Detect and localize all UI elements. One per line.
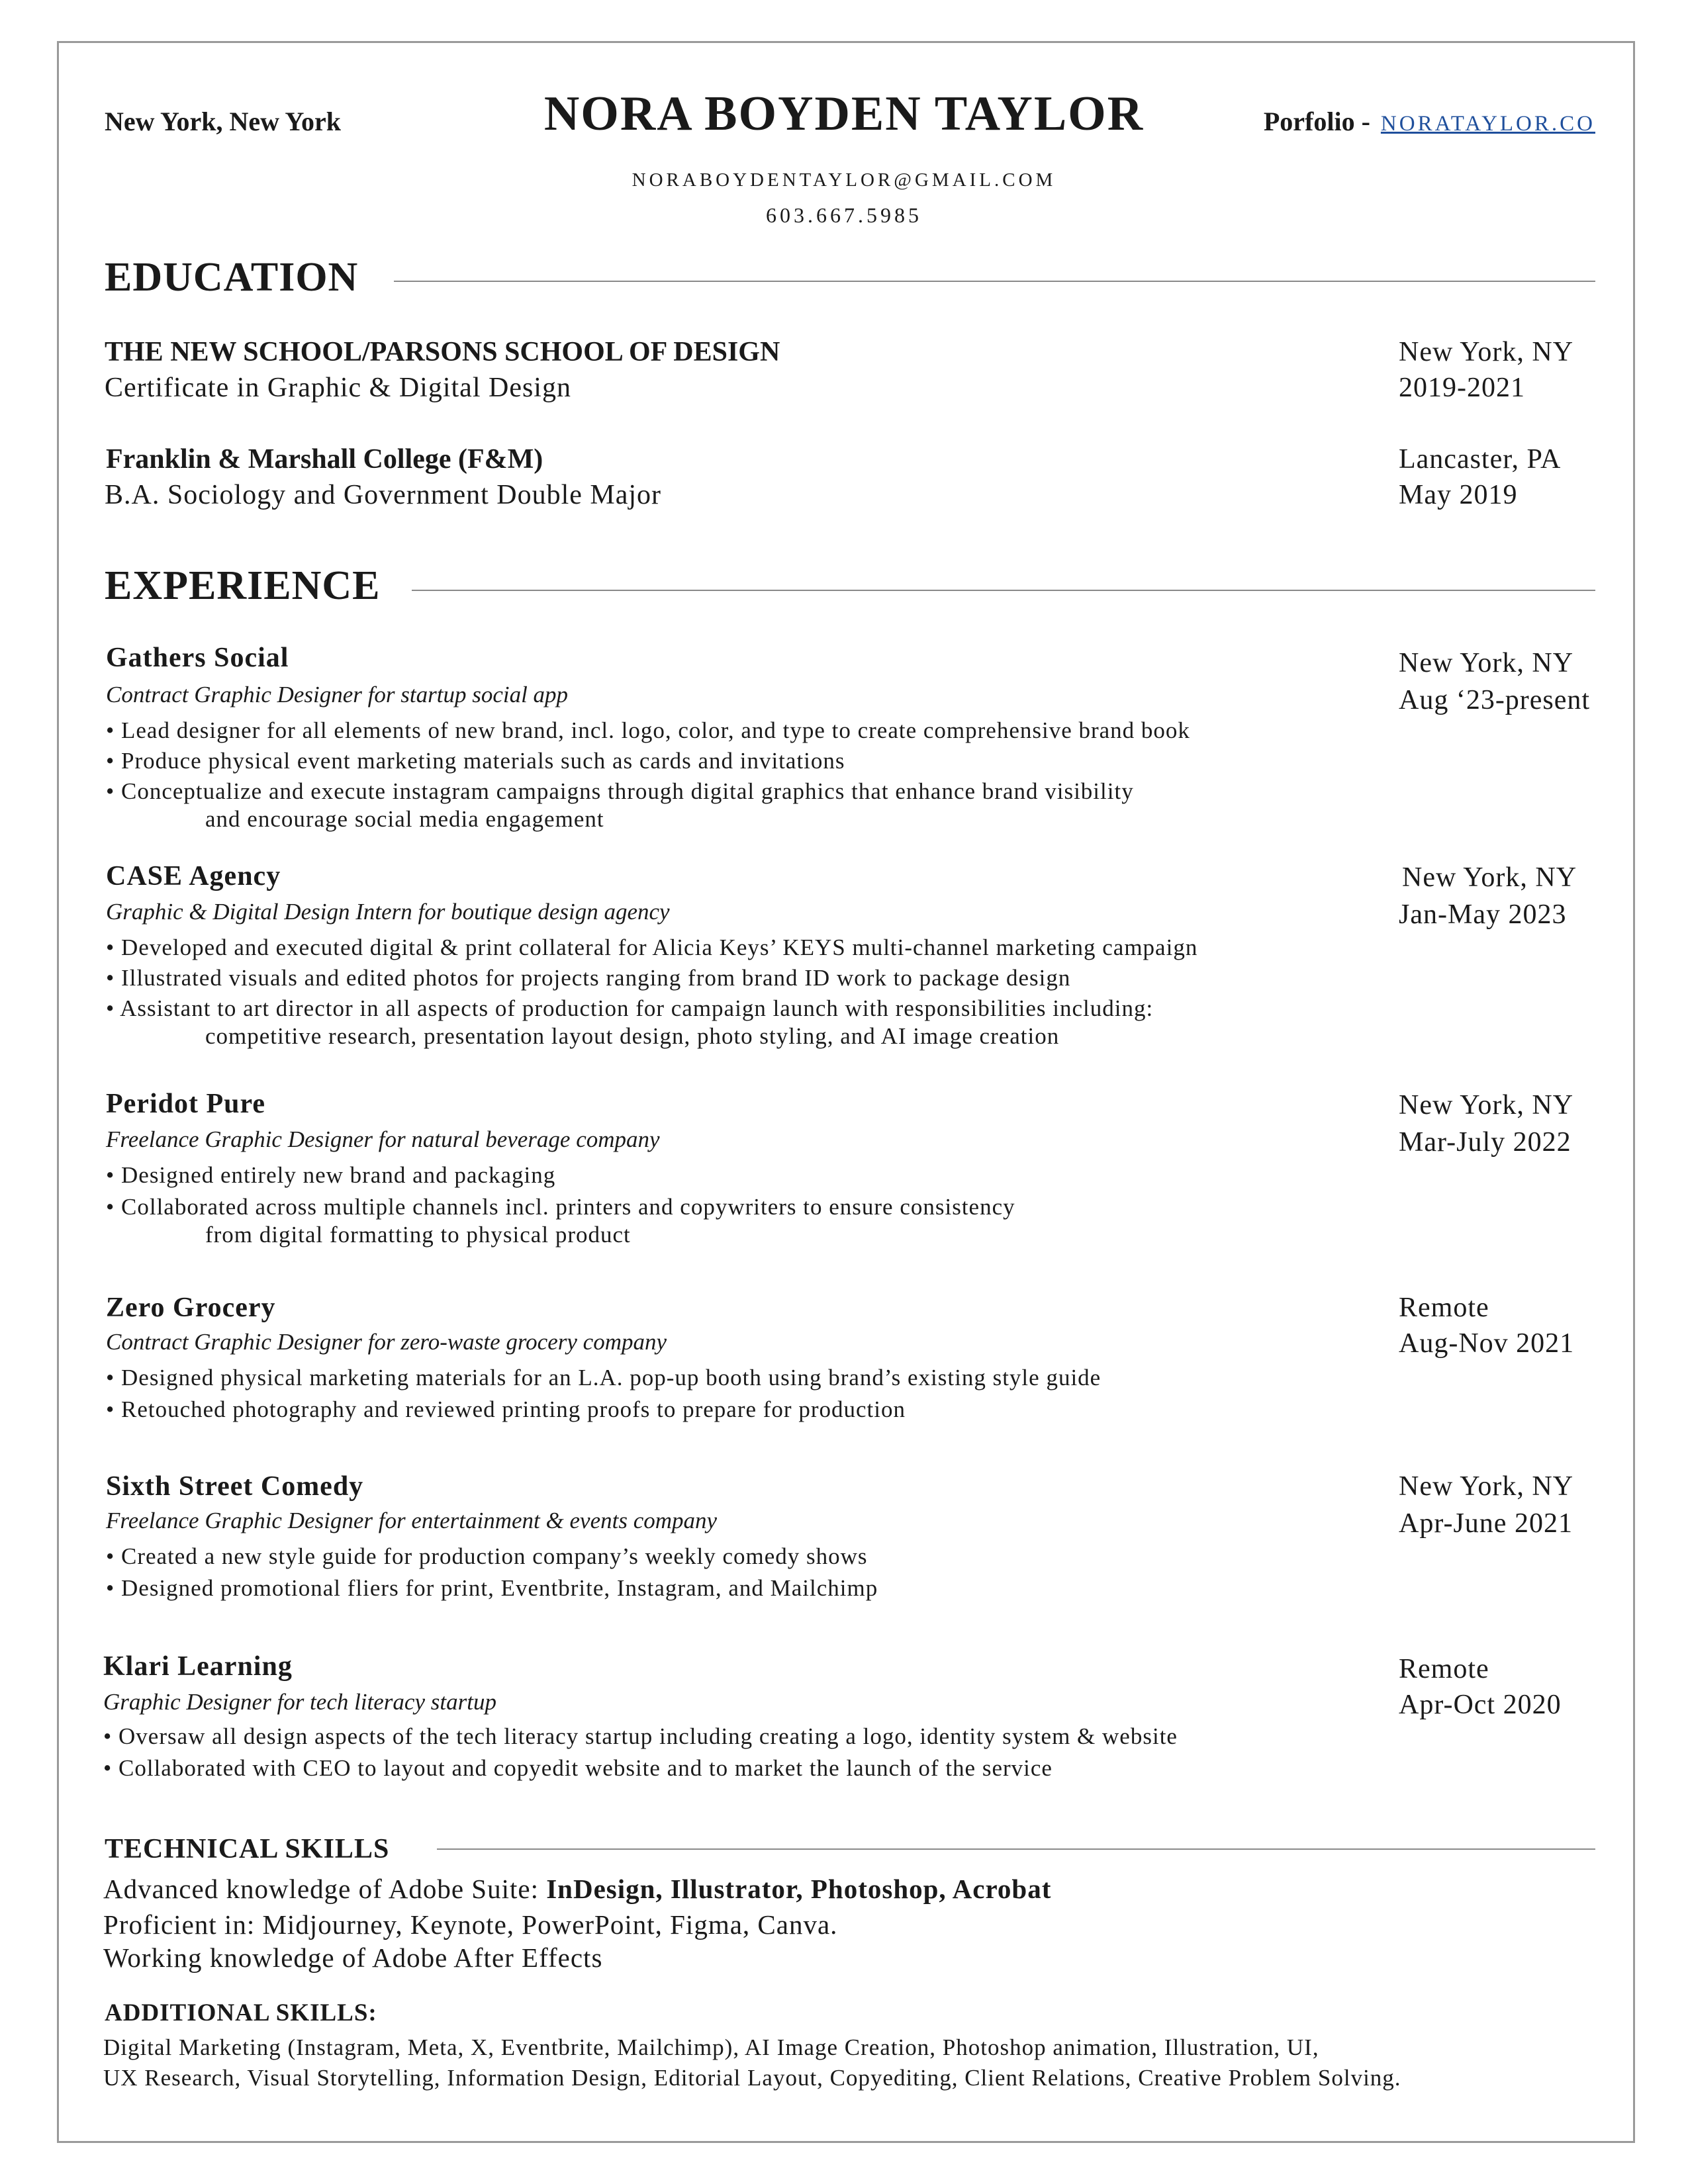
skills-adobe-prefix: Advanced knowledge of Adobe Suite:	[103, 1874, 539, 1904]
job-company: Zero Grocery	[106, 1293, 276, 1323]
job-bullet: • Created a new style guide for production company’s weekly comedy shows	[106, 1543, 868, 1569]
job-dates: Mar-July 2022	[1399, 1127, 1571, 1158]
job-dates: Jan-May 2023	[1399, 899, 1567, 930]
education-heading: EDUCATION	[105, 255, 359, 300]
section-divider	[437, 1848, 1595, 1850]
additional-skills-line: Digital Marketing (Instagram, Meta, X, Eventbrite, Mailchimp), AI Image Creation, Photoshop animation, Illustration, UI,	[103, 2034, 1319, 2060]
job-location: Remote	[1399, 1654, 1489, 1684]
skills-adobe-apps: InDesign, Illustrator, Photoshop, Acrobat	[546, 1874, 1052, 1904]
job-bullet: • Collaborated with CEO to layout and copyedit website and to market the launch of the service	[103, 1755, 1053, 1781]
job-role: Graphic Designer for tech literacy startup	[103, 1689, 496, 1715]
job-company: Peridot Pure	[106, 1089, 265, 1119]
experience-heading: EXPERIENCE	[105, 563, 381, 608]
school-name: Franklin & Marshall College (F&M)	[106, 444, 543, 475]
job-company: CASE Agency	[106, 861, 281, 891]
email[interactable]: NORABOYDENTAYLOR@GMAIL.COM	[632, 169, 1056, 191]
job-location: Remote	[1399, 1293, 1489, 1323]
header-location: New York, New York	[105, 107, 341, 136]
job-bullet: • Retouched photography and reviewed printing proofs to prepare for production	[106, 1396, 906, 1422]
job-bullet: • Illustrated visuals and edited photos for projects ranging from brand ID work to package design	[106, 965, 1071, 991]
page-title: NORA BOYDEN TAYLOR	[543, 87, 1145, 141]
job-bullet: • Designed entirely new brand and packaging	[106, 1162, 556, 1188]
job-bullet: • Designed promotional fliers for print, Eventbrite, Instagram, and Mailchimp	[106, 1575, 878, 1601]
job-bullet: • Collaborated across multiple channels incl. printers and copywriters to ensure consistency	[106, 1194, 1015, 1220]
skills-working: Working knowledge of Adobe After Effects	[103, 1942, 603, 1973]
job-bullet-continued: competitive research, presentation layout design, photo styling, and AI image creation	[205, 1023, 1060, 1049]
additional-skills-line: UX Research, Visual Storytelling, Information Design, Editorial Layout, Copyediting, Client Relations, Creative Problem Solving.	[103, 2065, 1401, 2091]
skills-proficient: Proficient in: Midjourney, Keynote, PowerPoint, Figma, Canva.	[103, 1909, 838, 1940]
job-role: Graphic & Digital Design Intern for boutique design agency	[106, 899, 670, 925]
job-company: Gathers Social	[106, 643, 289, 673]
section-divider	[412, 590, 1595, 591]
school-degree: Certificate in Graphic & Digital Design	[105, 373, 571, 403]
job-company: Klari Learning	[103, 1651, 293, 1682]
job-location: New York, NY	[1399, 1471, 1574, 1502]
job-role: Contract Graphic Designer for zero-waste grocery company	[106, 1329, 667, 1355]
job-bullet: • Developed and executed digital & print collateral for Alicia Keys’ KEYS multi-channel marketing campaign	[106, 934, 1198, 960]
job-bullet: • Lead designer for all elements of new brand, incl. logo, color, and type to create comprehensive brand book	[106, 717, 1190, 743]
job-company: Sixth Street Comedy	[106, 1471, 364, 1502]
job-bullet: • Conceptualize and execute instagram campaigns through digital graphics that enhance brand visibility	[106, 778, 1134, 804]
section-divider	[394, 281, 1595, 282]
job-location: New York, NY	[1402, 862, 1577, 893]
job-location: New York, NY	[1399, 1090, 1574, 1120]
school-location: New York, NY	[1399, 337, 1574, 367]
job-role: Freelance Graphic Designer for natural beverage company	[106, 1126, 660, 1152]
job-bullet: • Oversaw all design aspects of the tech literacy startup including creating a logo, identity system & website	[103, 1723, 1178, 1749]
school-degree: B.A. Sociology and Government Double Major	[105, 480, 662, 510]
job-location: New York, NY	[1399, 648, 1574, 678]
job-dates: Apr-June 2021	[1399, 1508, 1573, 1539]
job-role: Freelance Graphic Designer for entertainment & events company	[106, 1508, 718, 1533]
school-dates: May 2019	[1399, 480, 1518, 510]
portfolio	[1264, 106, 1595, 137]
job-dates: Aug-Nov 2021	[1399, 1328, 1575, 1359]
job-bullet-continued: and encourage social media engagement	[205, 806, 604, 832]
portfolio-link[interactable]: NORATAYLOR.CO	[1380, 112, 1595, 136]
skills-adobe	[103, 1873, 1051, 1905]
school-dates: 2019-2021	[1399, 373, 1525, 403]
school-location: Lancaster, PA	[1399, 444, 1562, 475]
additional-skills-heading: ADDITIONAL SKILLS:	[105, 1999, 377, 2026]
job-bullet: • Produce physical event marketing materials such as cards and invitations	[106, 748, 845, 774]
job-dates: Aug ‘23-present	[1399, 685, 1591, 715]
job-role: Contract Graphic Designer for startup social app	[106, 682, 569, 707]
job-bullet: • Designed physical marketing materials for an L.A. pop-up booth using brand’s existing style guide	[106, 1365, 1102, 1390]
job-bullet-continued: from digital formatting to physical product	[205, 1222, 631, 1248]
job-bullet: • Assistant to art director in all aspects of production for campaign launch with responsibilities including:	[106, 995, 1154, 1021]
job-dates: Apr-Oct 2020	[1399, 1690, 1562, 1720]
technical-skills-heading: TECHNICAL SKILLS	[105, 1834, 390, 1864]
phone: 603.667.5985	[766, 203, 922, 227]
portfolio-label: Porfolio -	[1263, 107, 1370, 136]
school-name: THE NEW SCHOOL/PARSONS SCHOOL OF DESIGN	[105, 337, 780, 367]
